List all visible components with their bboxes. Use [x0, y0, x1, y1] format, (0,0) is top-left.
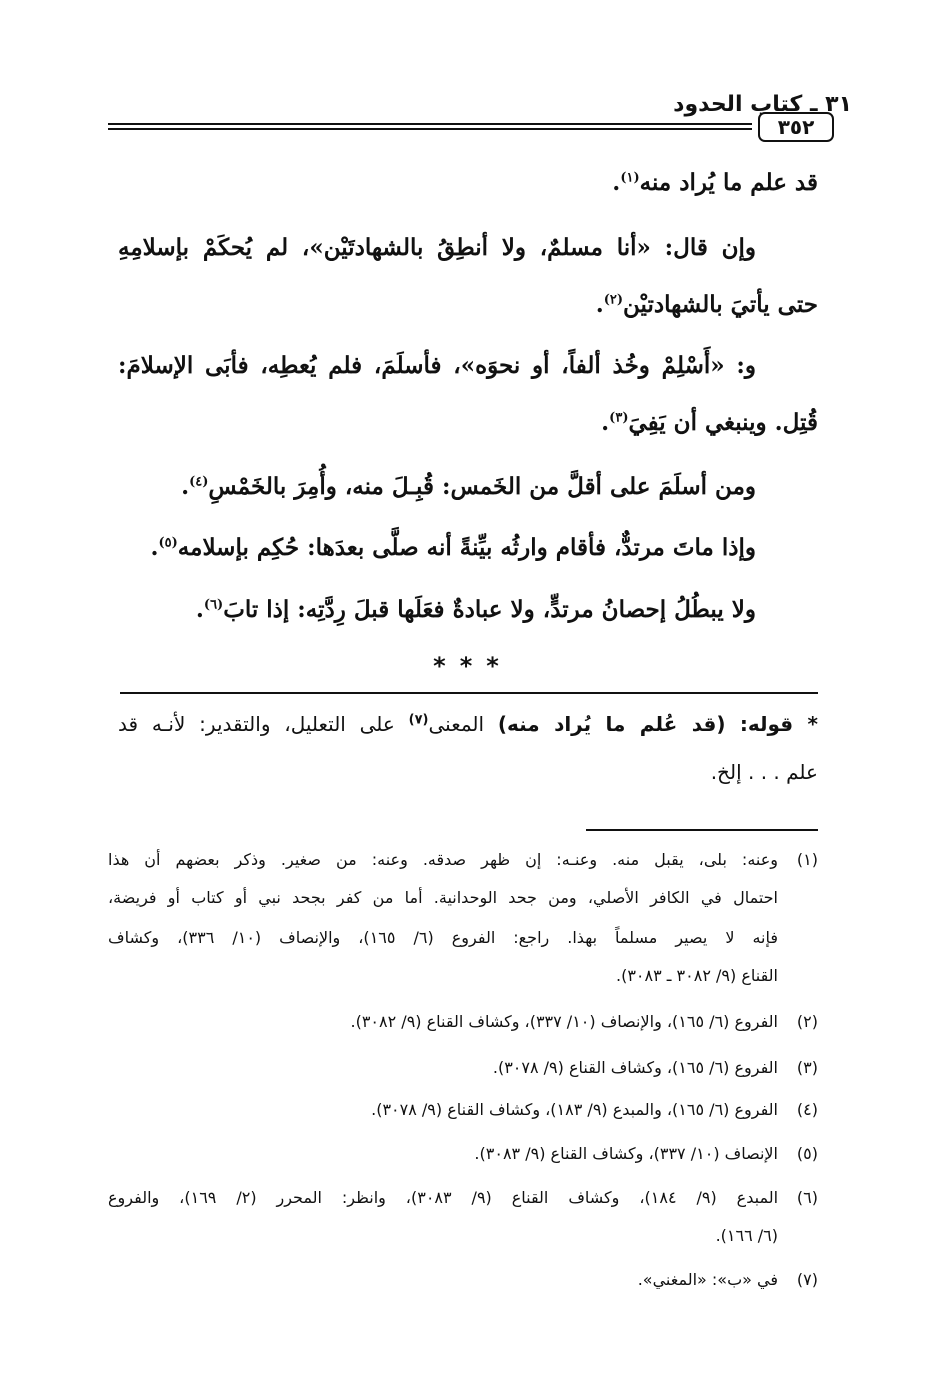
main-text-line-7: وإذا ماتَ مرتدٌّ، فأقام وارثُه بيِّنةً أنه صلَّى بعدَها: حُكِم بإسلامه$^{(٥)}$.	[150, 534, 756, 561]
page-number-box: ٣٥٢	[758, 112, 834, 142]
footnote-ref-5[interactable]: (٥)	[158, 535, 178, 551]
commentary-lead: * قوله: (قد عُلم ما يُراد منه)	[497, 712, 818, 736]
section-separator-stars: ***	[433, 652, 513, 680]
main-text-line-6: ومن أسلَمَ على أقلَّ من الخَمس: قُبِـلَ منه، وأُمِرَ بالخَمْسِ$^{(٤)}$.	[181, 473, 756, 500]
footnote-5-line-1: الإنصاف (١٠/ ٣٣٧)، وكشاف القناع (٩/ ٣٠٨٣).	[474, 1144, 778, 1163]
footnote-3-number: (٣)	[796, 1058, 818, 1077]
footnote-ref-3[interactable]: (٣)	[609, 410, 629, 426]
commentary-line-2: علم . . . إلخ.	[710, 760, 818, 784]
main-text-line-3: حتى يأتيَ بالشهادتيْن$^{(٢)}$.	[595, 291, 818, 318]
commentary-separator-rule	[120, 692, 818, 694]
main-text-line-8: ولا يبطُلُ إحصانُ مرتدٍّ، ولا عبادةٌ فعَلَها قبلَ رِدَّتِه: إذا تابَ$^{(٦)}$.	[195, 596, 756, 623]
footnote-1-number: (١)	[796, 850, 818, 869]
footnote-1-line-1: وعنه: بلى، يقبل منه. وعنـه: إن ظهر صدقه. وعنه: من صغير. وذكر بعضهم أن هذا	[108, 850, 778, 869]
footnote-7-number: (٧)	[796, 1270, 818, 1289]
footnote-ref-7[interactable]: (٧)	[408, 712, 429, 728]
footnote-ref-1[interactable]: (١)	[620, 170, 640, 186]
footnote-6-line-2: (٦/ ١٦٦).	[715, 1226, 778, 1245]
chapter-title: ٣١ ـ كتاب الحدود	[673, 92, 852, 117]
footnote-2-line-1: الفروع (٦/ ١٦٥)، والإنصاف (١٠/ ٣٣٧)، وكشاف القناع (٩/ ٣٠٨٢).	[350, 1012, 778, 1031]
main-text-line-2: وإن قال: «أنا مسلمٌ، ولا أنطِقُ بالشهادتَيْن»، لم يُحكَمْ بإسلامِهِ	[118, 234, 756, 261]
main-text-line-5: قُتِل. وينبغي أن يَفِيَ$^{(٣)}$.	[601, 409, 818, 436]
footnote-6-number: (٦)	[796, 1188, 818, 1207]
footnote-1-line-2: احتمال في الكافر الأصلي، ومن جحد الوحدانية. أما من كفر بجحد نبي أو كتاب أو فريضة،	[108, 888, 778, 907]
footnote-ref-2[interactable]: (٢)	[603, 292, 624, 308]
footnote-5-number: (٥)	[796, 1144, 818, 1163]
footnote-4-number: (٤)	[796, 1100, 818, 1119]
footnote-7-line-1: في «ب»: «المغني».	[637, 1270, 778, 1289]
commentary-line-1: * قوله: (قد عُلم ما يُراد منه) المعنى$^{(٧)}$ على التعليل، والتقدير: لأنـه قد	[118, 712, 818, 736]
footnotes-separator-rule	[586, 829, 818, 831]
footnote-ref-6[interactable]: (٦)	[203, 597, 224, 613]
footnote-6-line-1: المبدع (٩/ ١٨٤)، وكشاف القناع (٩/ ٣٠٨٣)، وانظر: المحرر (٢/ ١٦٩)، والفروع	[108, 1188, 779, 1207]
footnote-2-number: (٢)	[796, 1012, 818, 1031]
footnote-3-line-1: الفروع (٦/ ١٦٥)، وكشاف القناع (٩/ ٣٠٧٨).	[492, 1058, 778, 1077]
footnote-4-line-1: الفروع (٦/ ١٦٥)، والمبدع (٩/ ١٨٣)، وكشاف القناع (٩/ ٣٠٧٨).	[371, 1100, 778, 1119]
main-text-line-1: قد علم ما يُراد منه$^{(١)}$.	[612, 169, 818, 196]
header-rule-top	[108, 123, 752, 125]
header-rule-bottom	[108, 128, 752, 130]
main-text-line-4: و: «أَسْلِمْ وخُذ ألفاً، أو نحوَه»، فأسلَمَ، فلم يُعطِه، فأبَى الإسلامَ:	[118, 352, 756, 379]
footnote-1-line-3: فإنه لا يصير مسلماً بهذا. راجع: الفروع (٦/ ١٦٥)، والإنصاف (١٠/ ٣٣٦)، وكشاف	[108, 928, 779, 947]
footnote-1-line-4: القناع (٩/ ٣٠٨٢ ـ ٣٠٨٣).	[615, 966, 778, 985]
footnote-ref-4[interactable]: (٤)	[189, 474, 209, 490]
